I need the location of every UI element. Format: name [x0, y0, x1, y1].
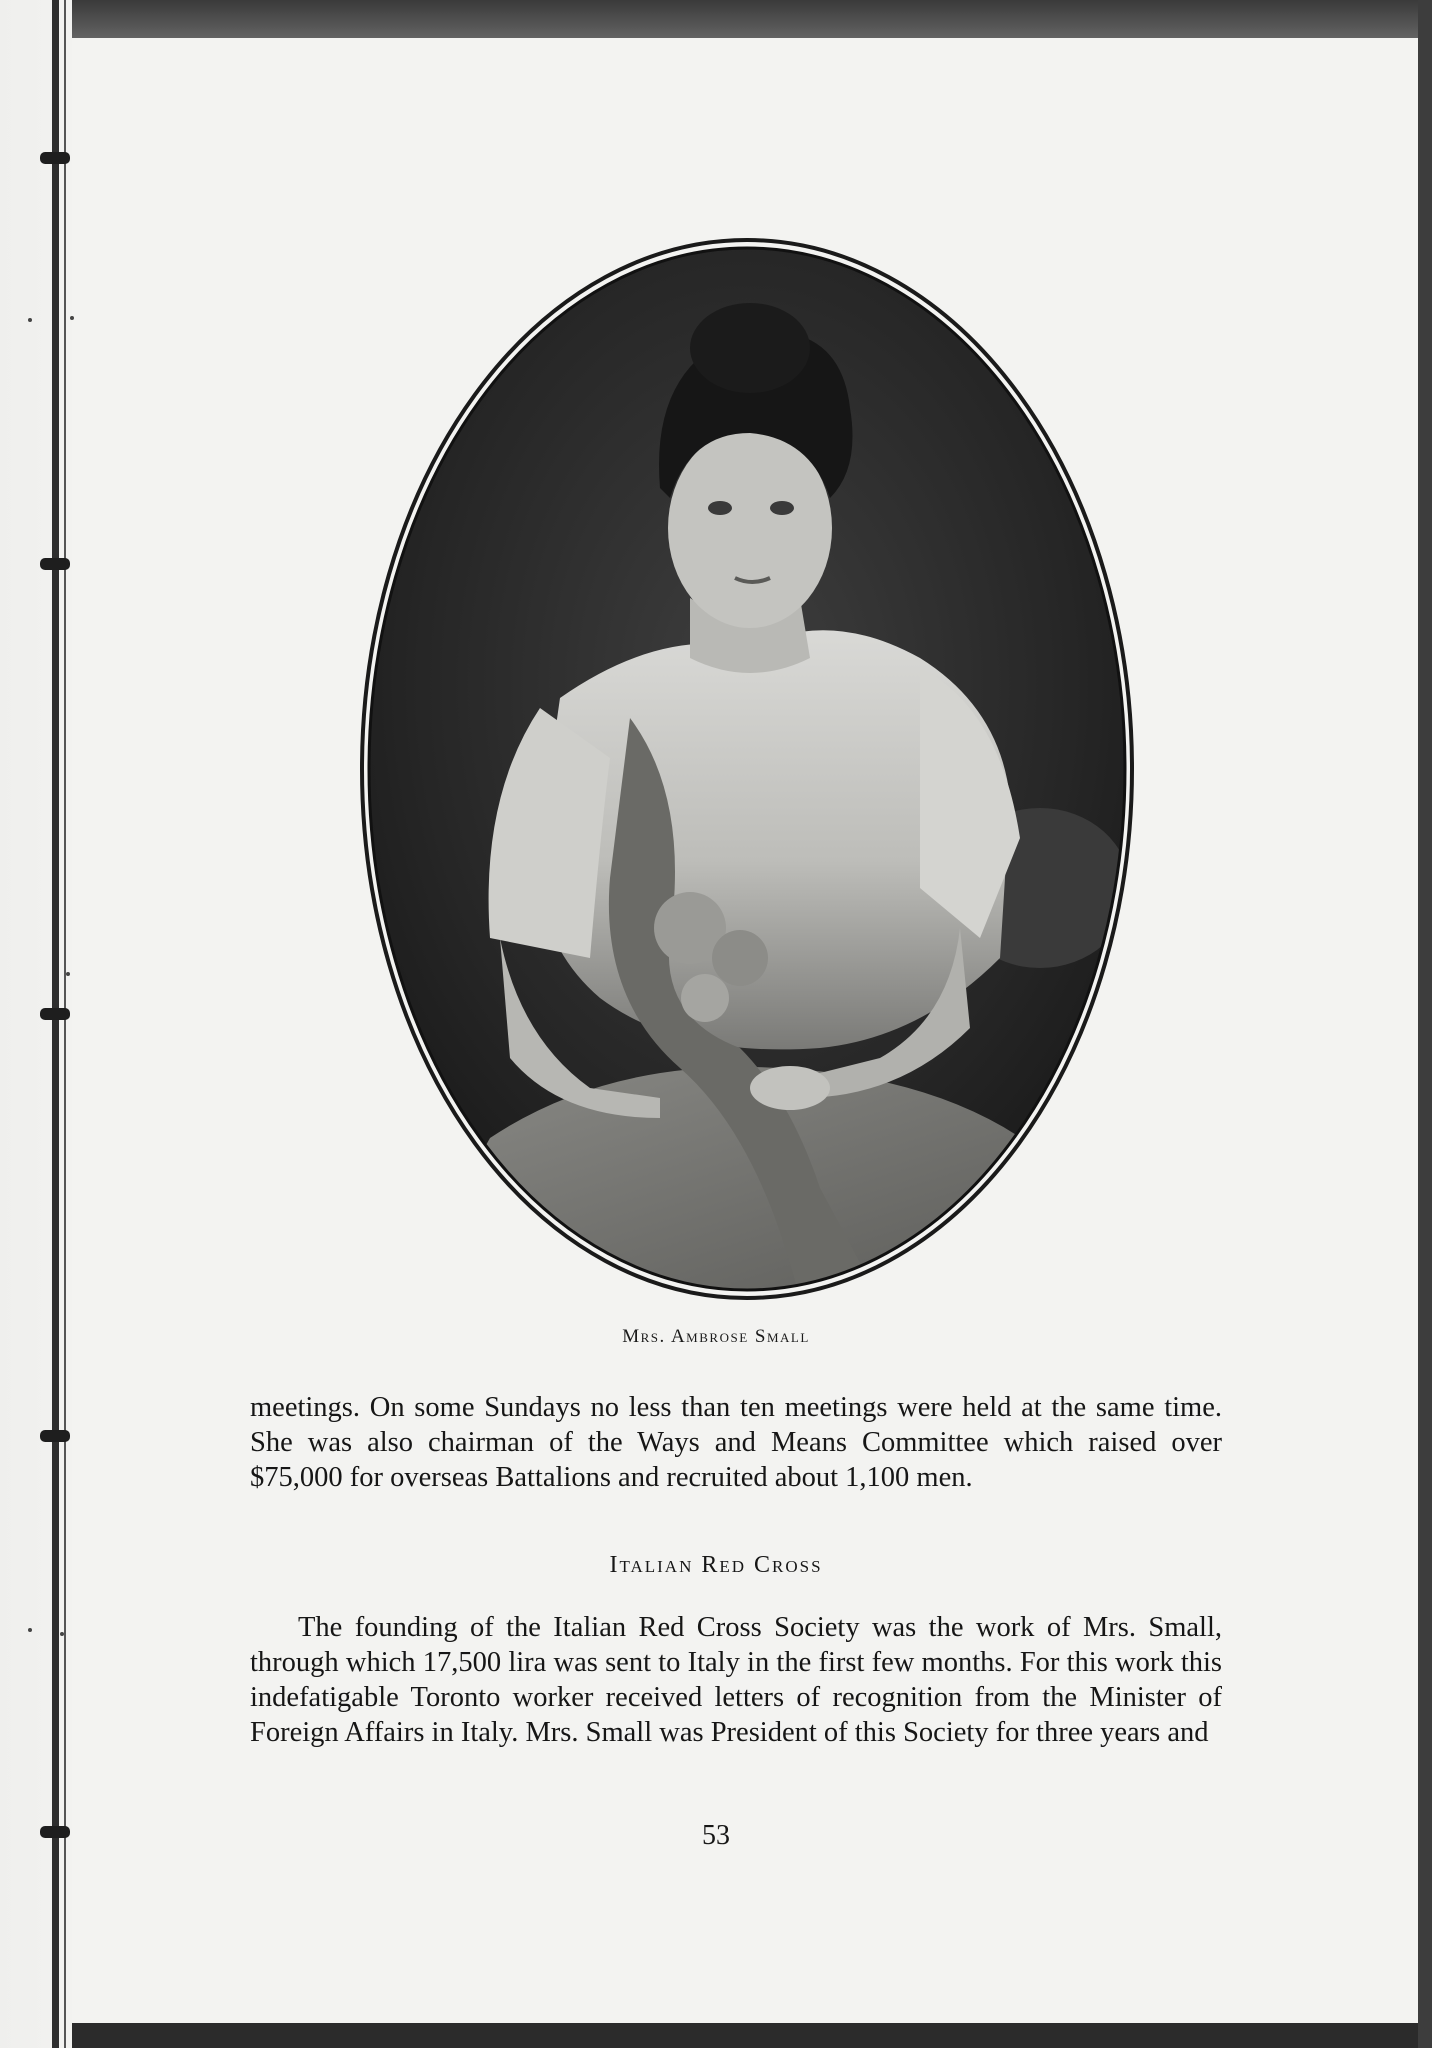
binding-edge [52, 0, 59, 2048]
section-heading: Italian Red Cross [609, 1552, 823, 1578]
scan-fleck [28, 318, 32, 322]
binding-stitch [40, 1008, 70, 1020]
portrait-oval [360, 238, 1134, 1300]
scan-fleck [66, 972, 70, 976]
page-binding [0, 0, 72, 2048]
body-paragraph-continued: meetings. On some Sundays no less than ten meetings were held at the same time. She was also chairman of the Ways and Means Committee which raised over $75,000 for overseas Battalions and recruited about 1,100 men. [250, 1392, 1222, 1493]
binding-stitch [40, 152, 70, 164]
portrait-photograph [360, 238, 1134, 1300]
binding-stitch [40, 1430, 70, 1442]
scan-fleck [70, 316, 74, 320]
scan-fleck [60, 1632, 64, 1636]
scan-fleck [28, 1628, 32, 1632]
page-number: 53 [702, 1820, 730, 1851]
binding-edge-inner [64, 0, 66, 2048]
photo-caption: Mrs. Ambrose Small [622, 1326, 810, 1347]
body-paragraph-italian-red-cross: The founding of the Italian Red Cross Society was the work of Mrs. Small, through which 17,500 lira was sent to Italy in the first few months. For this work this indefatigable Toronto worker received letters of recognition from the Minister of Foreign Affairs in Italy. Mrs. Small was President of this Society for three years and [250, 1612, 1222, 1748]
binding-stitch [40, 558, 70, 570]
scan-background-right [1418, 0, 1432, 2048]
